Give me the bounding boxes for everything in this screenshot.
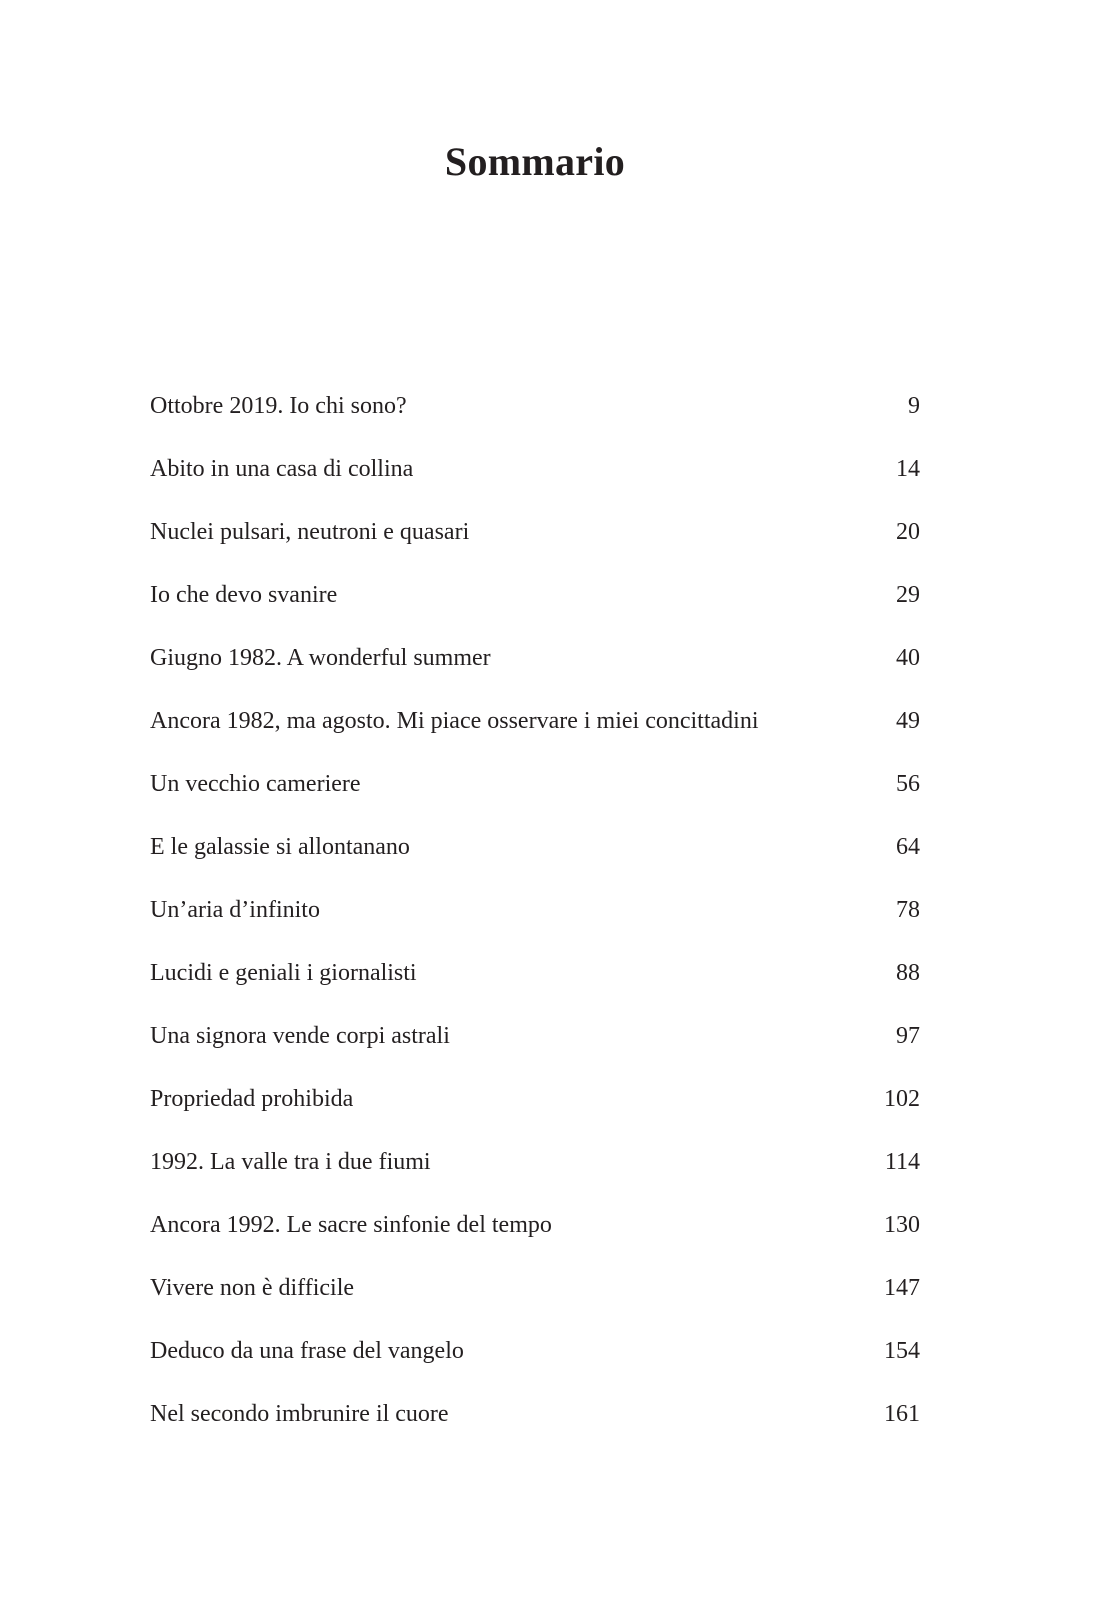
toc-entry-page: 114 [884,1149,920,1175]
toc-entry [150,762,920,825]
toc-entry-title: Io che devo svanire [150,582,338,608]
toc-entry-page: 20 [896,519,920,545]
toc-entry [150,825,920,888]
toc-entry [150,1014,920,1077]
toc-entry-title: Vivere non è difficile [150,1275,355,1301]
toc-entry-title: 1992. La valle tra i due fiumi [150,1149,431,1175]
toc-entry-page: 147 [884,1275,920,1301]
page-title: Sommario [444,139,626,184]
toc-entry [150,1077,920,1140]
toc-entry [150,1266,920,1329]
toc-entry-page: 102 [884,1086,920,1112]
toc-entry-title: Una signora vende corpi astrali [150,1023,450,1049]
toc-entry-title: Ottobre 2019. Io chi sono? [150,393,407,419]
toc-entry-title: Un vecchio cameriere [150,771,361,797]
toc-entry-title: Un’aria d’infinito [150,897,320,923]
toc-entry [150,447,920,510]
toc-entry-page: 49 [896,708,920,734]
toc-entry [150,1140,920,1203]
toc-entry [150,699,920,762]
toc-entry-page: 14 [896,456,920,482]
toc-entry-page: 64 [896,834,920,860]
toc-entry-page: 97 [896,1023,920,1049]
toc-entry-title: Ancora 1992. Le sacre sinfonie del tempo [150,1212,552,1238]
toc-entry-title: Nel secondo imbrunire il cuore [150,1401,449,1427]
toc-entry-page: 40 [896,645,920,671]
toc-entry [150,1203,920,1266]
toc-entry-page: 56 [896,771,920,797]
toc-entry-page: 88 [896,960,920,986]
toc-entry [150,573,920,636]
toc-entry-title: Deduco da una frase del vangelo [150,1338,464,1364]
toc-entry-page: 130 [884,1212,920,1238]
table-of-contents [150,384,920,1455]
toc-entry-title: Lucidi e geniali i giornalisti [150,960,417,986]
toc-entry [150,636,920,699]
toc-entry-page: 29 [896,582,920,608]
toc-entry [150,510,920,573]
toc-entry [150,1329,920,1392]
toc-entry-page: 154 [884,1338,920,1364]
toc-entry [150,888,920,951]
toc-entry-title: Giugno 1982. A wonderful summer [150,645,491,671]
toc-entry [150,384,920,447]
toc-entry [150,1392,920,1455]
toc-entry-page: 9 [908,393,920,419]
toc-entry-title: Ancora 1982, ma agosto. Mi piace osservare i miei concittadini [150,708,759,734]
toc-entry-title: E le galassie si allontanano [150,834,410,860]
toc-entry-title: Propriedad prohibida [150,1086,354,1112]
toc-entry-title: Nuclei pulsari, neutroni e quasari [150,519,470,545]
toc-entry-page: 78 [896,897,920,923]
toc-entry [150,951,920,1014]
toc-entry-page: 161 [884,1401,920,1427]
toc-entry-title: Abito in una casa di collina [150,456,414,482]
